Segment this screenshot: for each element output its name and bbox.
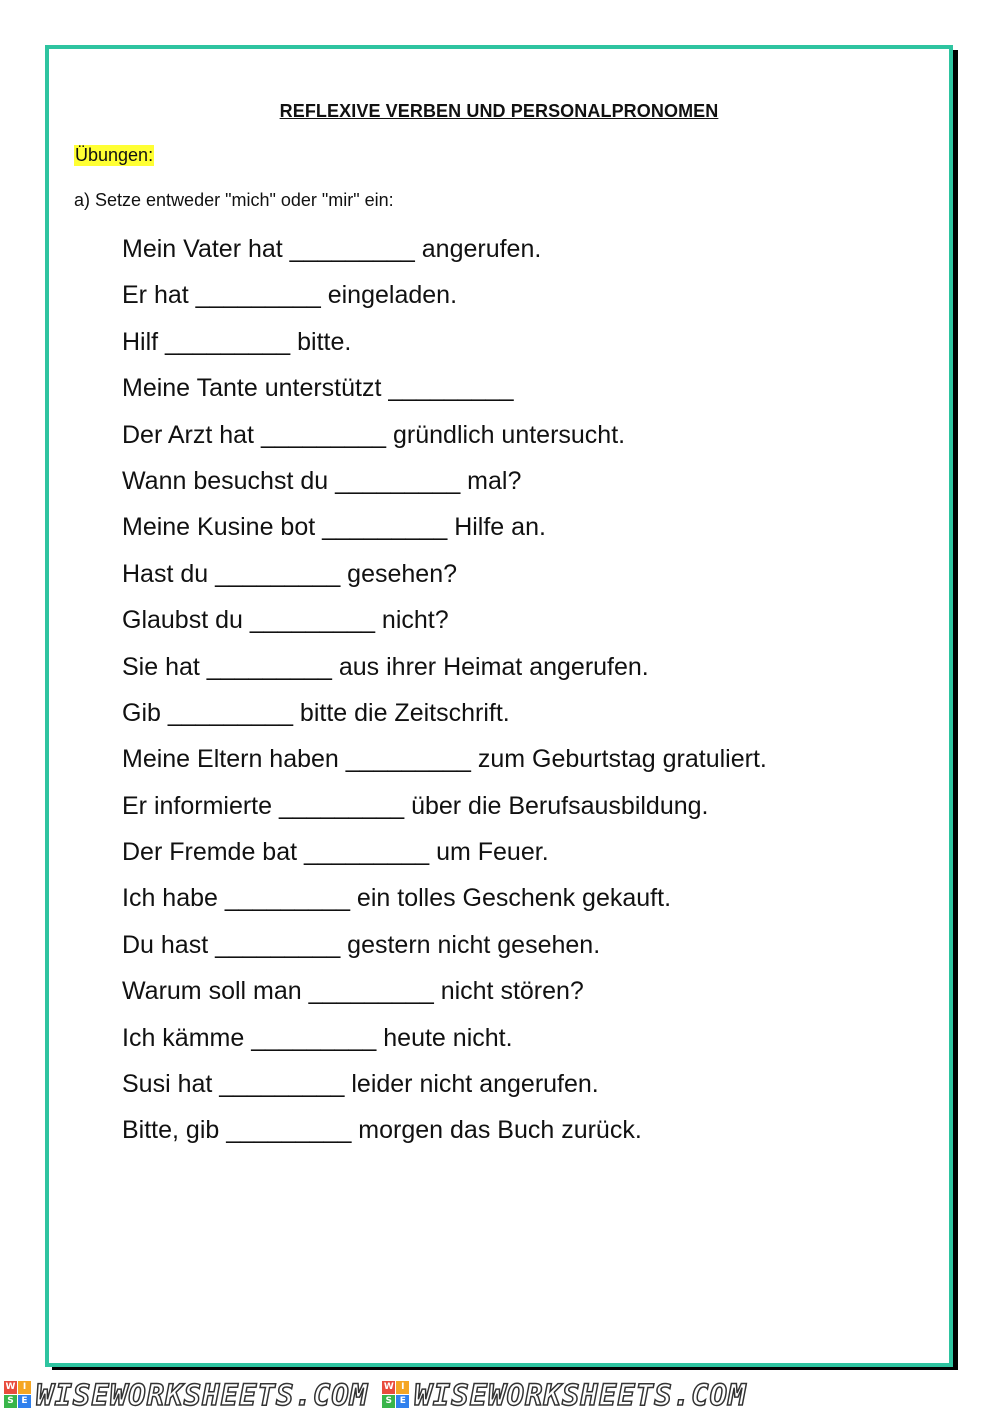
sentence-item: Er informierte _________ über die Berufsausbildung. — [122, 791, 709, 820]
sentence-item: Meine Eltern haben _________ zum Geburtstag gratuliert. — [122, 745, 767, 774]
sentence-item: Glaubst du _________ nicht? — [122, 606, 449, 635]
wise-logo-icon: W I S E — [4, 1381, 31, 1408]
sentence-item: Er hat _________ eingeladen. — [122, 281, 458, 310]
watermark-brand — [382, 1378, 746, 1412]
sentence-item: Meine Kusine bot _________ Hilfe an. — [122, 513, 546, 542]
sentence-item: Der Arzt hat _________ gründlich untersucht. — [122, 420, 626, 449]
section-label: Übungen: — [75, 145, 154, 165]
sentence-item: Ich habe _________ ein tolles Geschenk gekauft. — [122, 884, 672, 913]
wise-logo-icon: W I S E — [382, 1381, 409, 1408]
watermark-text: WISEWORKSHEETS.COM — [36, 1377, 369, 1412]
sentence-item: Meine Tante unterstützt _________ — [122, 374, 514, 403]
watermark-text: WISEWORKSHEETS.COM — [414, 1377, 747, 1412]
sentence-item: Ich kämme _________ heute nicht. — [122, 1023, 513, 1052]
sentence-item: Bitte, gib _________ morgen das Buch zurück. — [122, 1116, 642, 1145]
sentence-item: Der Fremde bat _________ um Feuer. — [122, 838, 549, 867]
sentence-item: Sie hat _________ aus ihrer Heimat angerufen. — [122, 652, 649, 681]
sentence-item: Mein Vater hat _________ angerufen. — [122, 235, 542, 263]
watermark-brand — [4, 1378, 368, 1412]
watermark-footer — [0, 1376, 1000, 1413]
worksheet-title: REFLEXIVE VERBEN UND PERSONALPRONOMEN — [279, 101, 719, 121]
sentence-item: Hast du _________ gesehen? — [122, 559, 458, 588]
sentence-item: Gib _________ bitte die Zeitschrift. — [122, 698, 510, 727]
sentence-item: Warum soll man _________ nicht stören? — [122, 977, 584, 1006]
sentence-list — [122, 233, 767, 1161]
sentence-item: Hilf _________ bitte. — [122, 327, 352, 356]
worksheet-page — [45, 45, 953, 1367]
sentence-item: Wann besuchst du _________ mal? — [122, 466, 522, 495]
instruction-text: a) Setze entweder "mich" oder "mir" ein: — [74, 190, 394, 210]
sentence-item: Du hast _________ gestern nicht gesehen. — [122, 930, 601, 959]
sentence-item: Susi hat _________ leider nicht angerufen. — [122, 1070, 599, 1099]
